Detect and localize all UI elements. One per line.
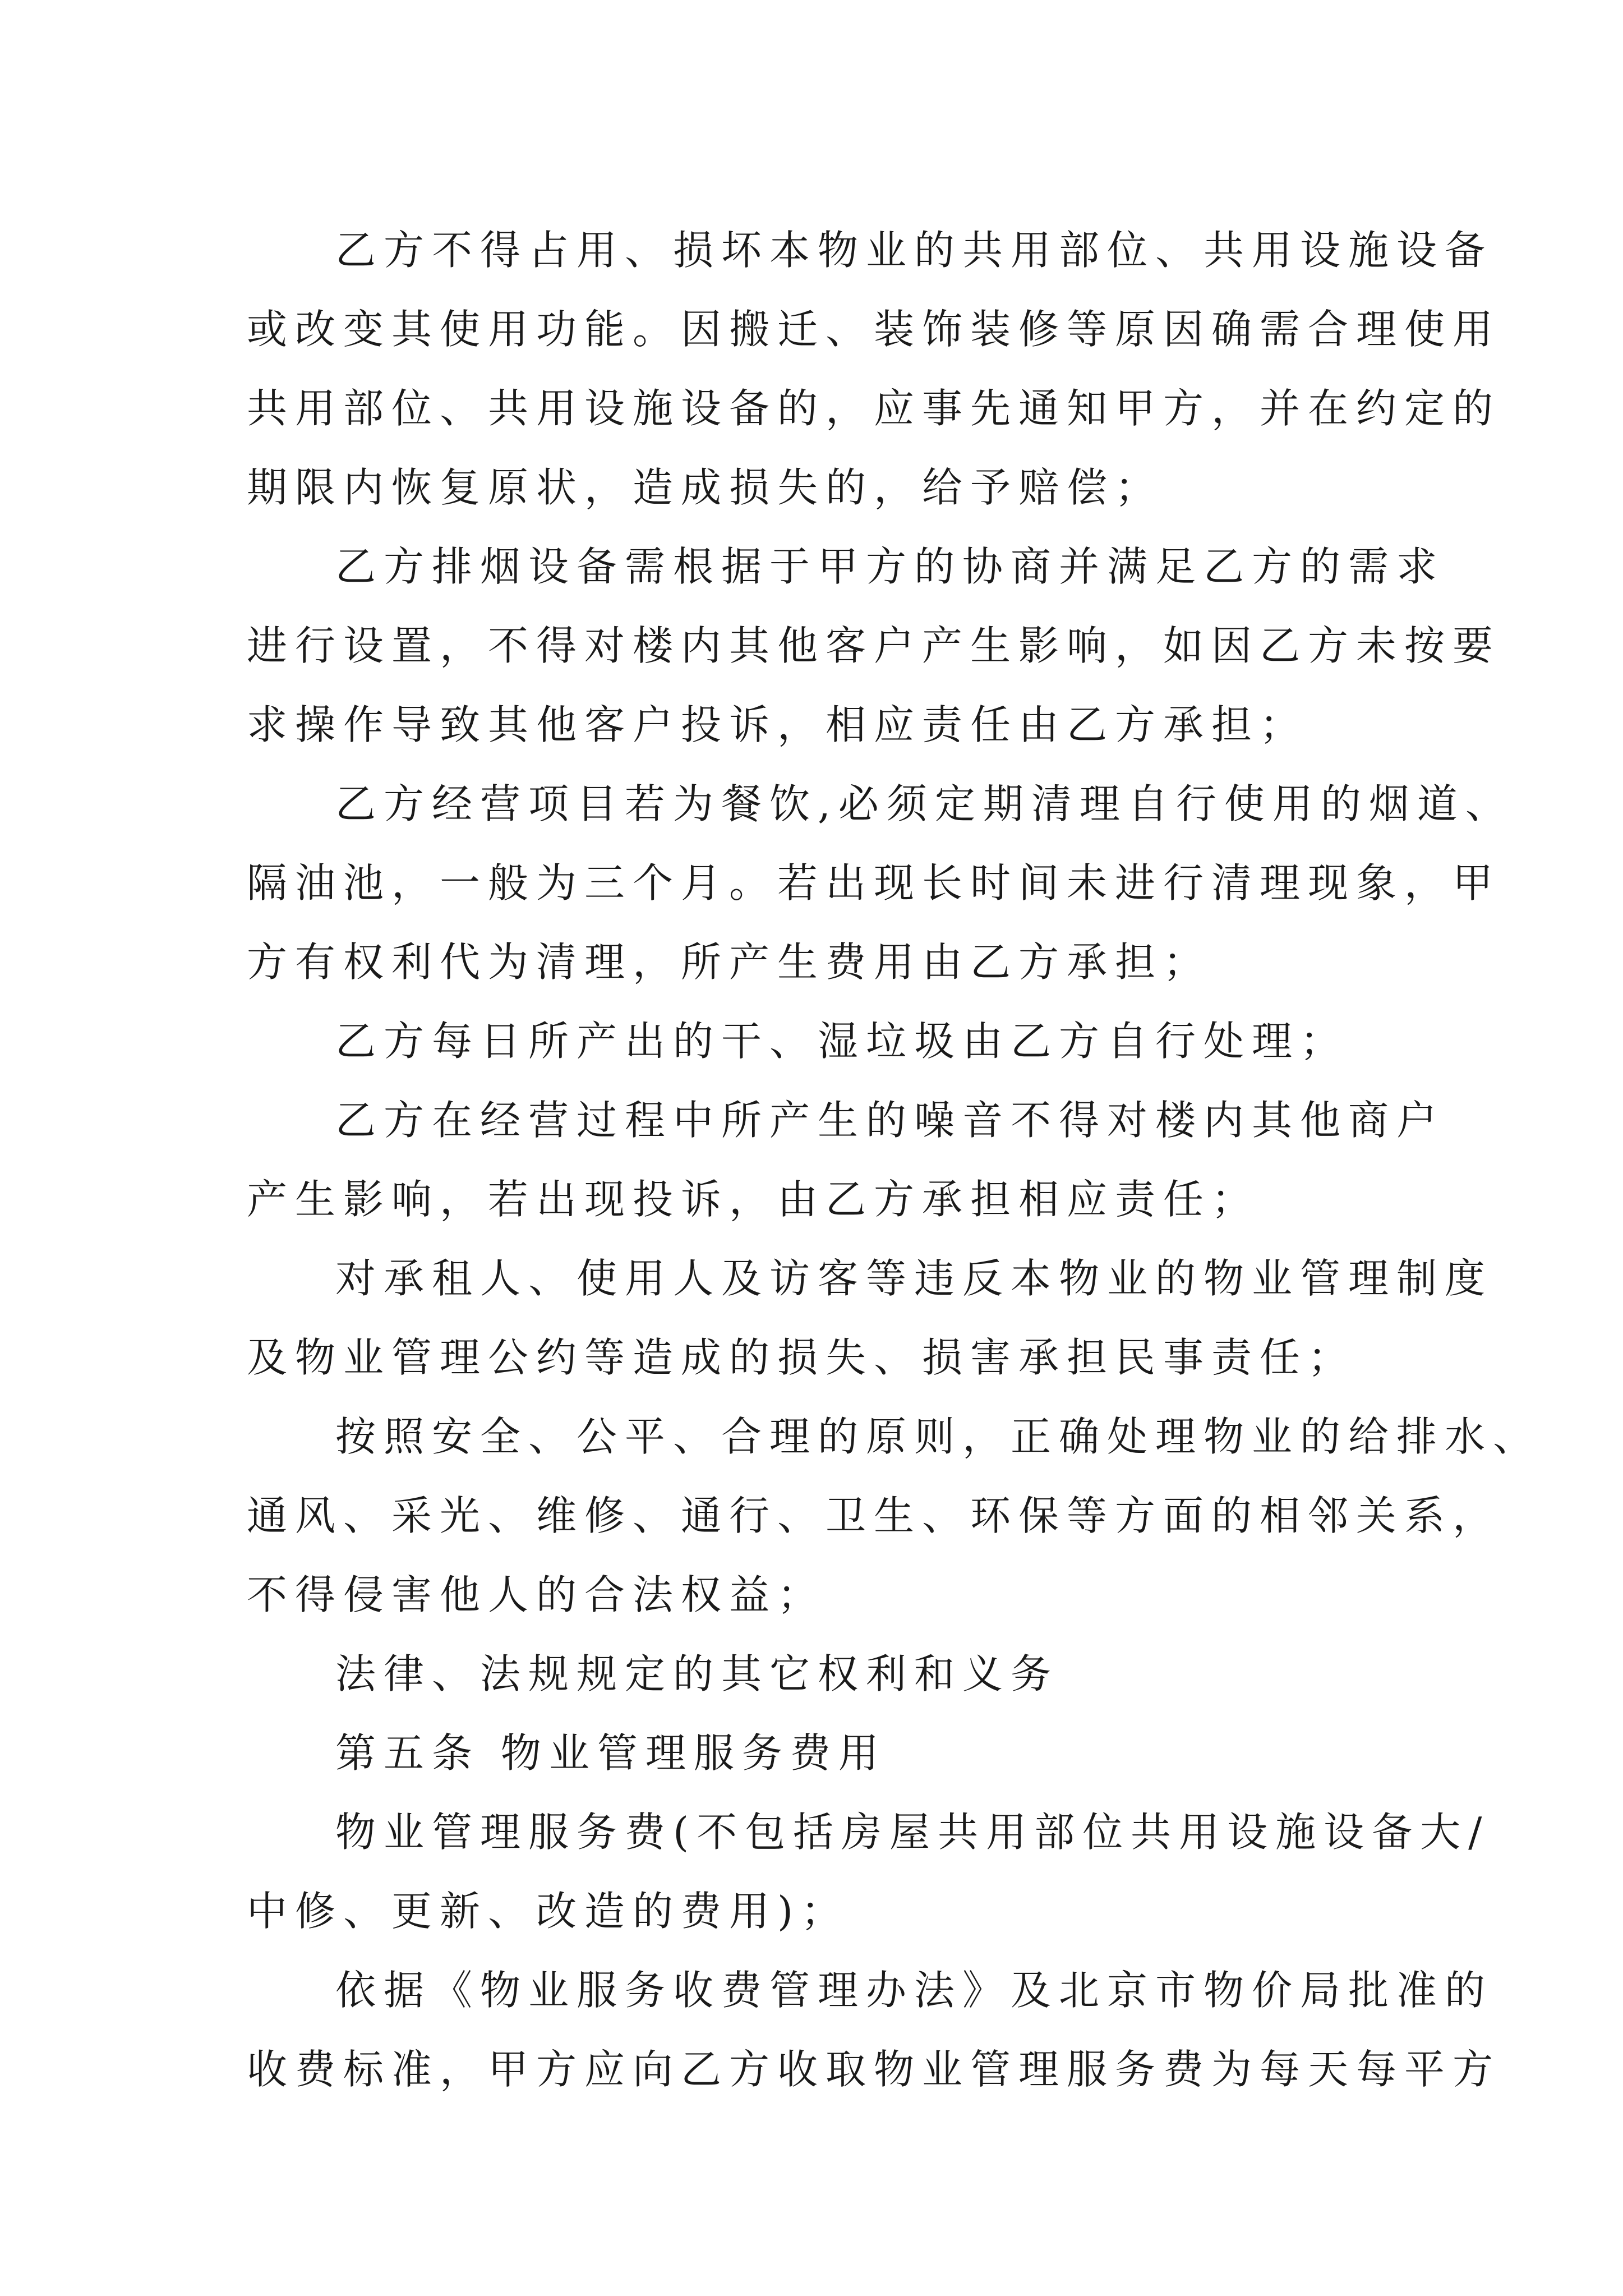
text-line: 乙方不得占用、损坏本物业的共用部位、共用设施设备 [335,227,1493,274]
text-line: 乙方每日所产出的干、湿垃圾由乙方自行处理； [335,1018,1349,1065]
text-line: 依据《物业服务收费管理办法》及北京市物价局批准的 [335,1967,1493,2014]
text-line: 隔油池，一般为三个月。若出现长时间未进行清理现象，甲 [247,859,1501,907]
section-heading: 第五条 物业管理服务费用 [335,1729,887,1777]
text-line: 中修、更新、改造的费用)； [247,1888,850,1935]
text-line: 对承租人、使用人及访客等违反本物业的物业管理制度 [335,1255,1493,1302]
text-line: 期限内恢复原状，造成损失的，给予赔偿； [247,464,1164,511]
text-line: 求操作导致其他客户投诉，相应责任由乙方承担； [247,701,1308,748]
text-line: 共用部位、共用设施设备的，应事先通知甲方，并在约定的 [247,385,1501,432]
text-line: 物业管理服务费(不包括房屋共用部位共用设施设备大/ [335,1809,1490,1856]
text-line: 乙方经营项目若为餐饮,必须定期清理自行使用的烟道、 [335,780,1514,827]
text-line: 乙方在经营过程中所产生的噪音不得对楼内其他商户 [335,1097,1445,1144]
text-line: 及物业管理公约等造成的损失、损害承担民事责任； [247,1334,1357,1381]
document-body [247,211,1542,2109]
text-line: 通风、采光、维修、通行、卫生、环保等方面的相邻关系， [247,1492,1501,1539]
text-line: 法律、法规规定的其它权利和义务 [335,1650,1059,1697]
text-line: 不得侵害他人的合法权益； [247,1571,826,1618]
text-line: 进行设置，不得对楼内其他客户产生影响，如因乙方未按要 [247,622,1501,669]
text-line: 产生影响，若出现投诉，由乙方承担相应责任； [247,1176,1260,1223]
text-line: 收费标准，甲方应向乙方收取物业管理服务费为每天每平方 [247,2046,1501,2093]
text-line: 方有权利代为清理，所产生费用由乙方承担； [247,938,1212,986]
text-line: 或改变其使用功能。因搬迁、装饰装修等原因确需合理使用 [247,306,1501,353]
text-line: 乙方排烟设备需根据于甲方的协商并满足乙方的需求 [335,543,1445,590]
text-line: 按照安全、公平、合理的原则，正确处理物业的给排水、 [335,1413,1542,1460]
